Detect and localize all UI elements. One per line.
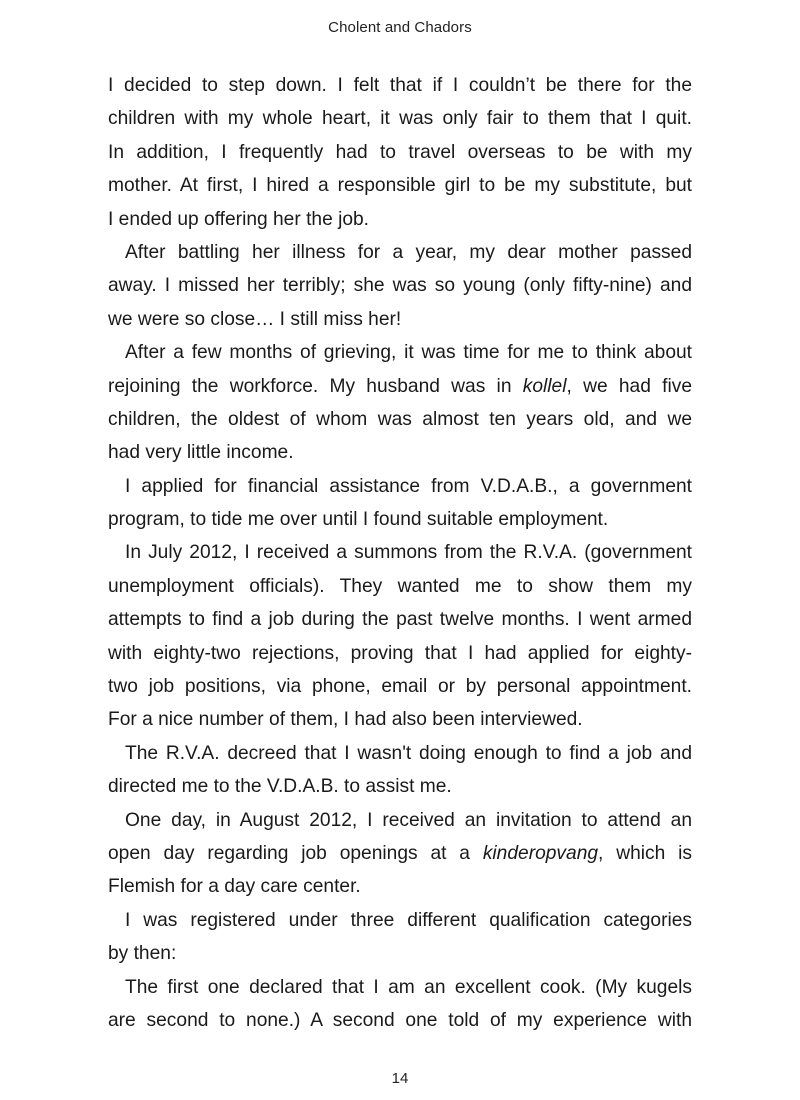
paragraph bbox=[108, 536, 692, 736]
text-run: with eighty-two rejections, proving that I had applied for eighty- bbox=[108, 642, 692, 664]
text-line bbox=[108, 69, 692, 102]
text-run: had very little income. bbox=[108, 442, 294, 464]
text-run: , which is bbox=[598, 842, 692, 864]
text-line bbox=[108, 870, 692, 903]
paragraph bbox=[108, 904, 692, 971]
text-line bbox=[108, 904, 692, 937]
text-run: I ended up offering her the job. bbox=[108, 208, 370, 230]
text-run: unemployment officials). They wanted me to show them my bbox=[108, 575, 692, 597]
text-line bbox=[108, 737, 692, 770]
page-number: 14 bbox=[391, 1070, 409, 1087]
text-line bbox=[108, 937, 692, 970]
text-run: mother. At first, I hired a responsible girl to be my substitute, but bbox=[108, 175, 692, 197]
text-line bbox=[108, 436, 692, 469]
text-line bbox=[108, 236, 692, 269]
text-line bbox=[108, 136, 692, 169]
text-run: children with my whole heart, it was only fair to them that I quit. bbox=[108, 108, 692, 130]
text-run: two job positions, via phone, email or by personal appointment. bbox=[108, 676, 692, 698]
paragraph bbox=[108, 69, 692, 236]
text-line bbox=[108, 269, 692, 302]
text-line bbox=[108, 503, 692, 536]
text-line bbox=[108, 971, 692, 1004]
text-line bbox=[108, 536, 692, 569]
text-run: away. I missed her terribly; she was so young (only fifty-nine) and bbox=[108, 275, 692, 297]
running-header: Cholent and Chadors bbox=[328, 19, 472, 36]
text-run: I applied for financial assistance from V.D.A.B., a government bbox=[125, 475, 692, 497]
text-run: program, to tide me over until I found suitable employment. bbox=[108, 509, 609, 531]
text-run: I was registered under three different qualification categories bbox=[125, 909, 692, 931]
italic-term: kinderopvang bbox=[482, 842, 599, 864]
text-run: One day, in August 2012, I received an invitation to attend an bbox=[125, 809, 692, 831]
text-run: by then: bbox=[108, 943, 177, 965]
text-run: Flemish for a day care center. bbox=[108, 876, 361, 898]
text-line bbox=[108, 370, 692, 403]
text-line bbox=[108, 403, 692, 436]
text-line bbox=[108, 570, 692, 603]
paragraph bbox=[108, 336, 692, 470]
paragraph bbox=[108, 236, 692, 336]
text-line bbox=[108, 637, 692, 670]
paragraph bbox=[108, 737, 692, 804]
text-run: After battling her illness for a year, my dear mother passed bbox=[125, 241, 692, 263]
text-line bbox=[108, 203, 692, 236]
text-run: are second to none.) A second one told of my experience with bbox=[108, 1009, 692, 1031]
text-run: The first one declared that I am an excellent cook. (My kugels bbox=[125, 976, 692, 998]
text-line bbox=[108, 336, 692, 369]
text-line bbox=[108, 470, 692, 503]
text-line bbox=[108, 670, 692, 703]
text-run: For a nice number of them, I had also been interviewed. bbox=[108, 709, 583, 731]
text-line bbox=[108, 770, 692, 803]
text-run: children, the oldest of whom was almost ten years old, and we bbox=[108, 408, 692, 430]
text-run: In July 2012, I received a summons from the R.V.A. (government bbox=[125, 542, 692, 564]
text-run: attempts to find a job during the past twelve months. I went armed bbox=[108, 609, 692, 631]
text-line bbox=[108, 703, 692, 736]
body-text bbox=[108, 69, 692, 1037]
text-run: In addition, I frequently had to travel overseas to be with my bbox=[108, 141, 692, 163]
text-run: , we had five bbox=[566, 375, 692, 397]
text-run: open day regarding job openings at a bbox=[108, 842, 483, 864]
text-run: we were so close… I still miss her! bbox=[108, 308, 402, 330]
paragraph bbox=[108, 804, 692, 904]
text-run: After a few months of grieving, it was time for me to think about bbox=[125, 342, 692, 364]
text-run: I decided to step down. I felt that if I couldn’t be there for the bbox=[108, 75, 692, 96]
text-run: directed me to the V.D.A.B. to assist me. bbox=[108, 776, 452, 798]
text-line bbox=[108, 102, 692, 135]
text-line bbox=[108, 169, 692, 202]
paragraph bbox=[108, 971, 692, 1038]
text-run: The R.V.A. decreed that I wasn't doing enough to find a job and bbox=[125, 742, 692, 764]
text-line bbox=[108, 1004, 692, 1037]
text-line bbox=[108, 303, 692, 336]
text-line bbox=[108, 603, 692, 636]
italic-term: kollel bbox=[522, 375, 567, 397]
text-line bbox=[108, 837, 692, 870]
paragraph bbox=[108, 470, 692, 537]
text-run: rejoining the workforce. My husband was in bbox=[108, 375, 523, 397]
text-line bbox=[108, 804, 692, 837]
